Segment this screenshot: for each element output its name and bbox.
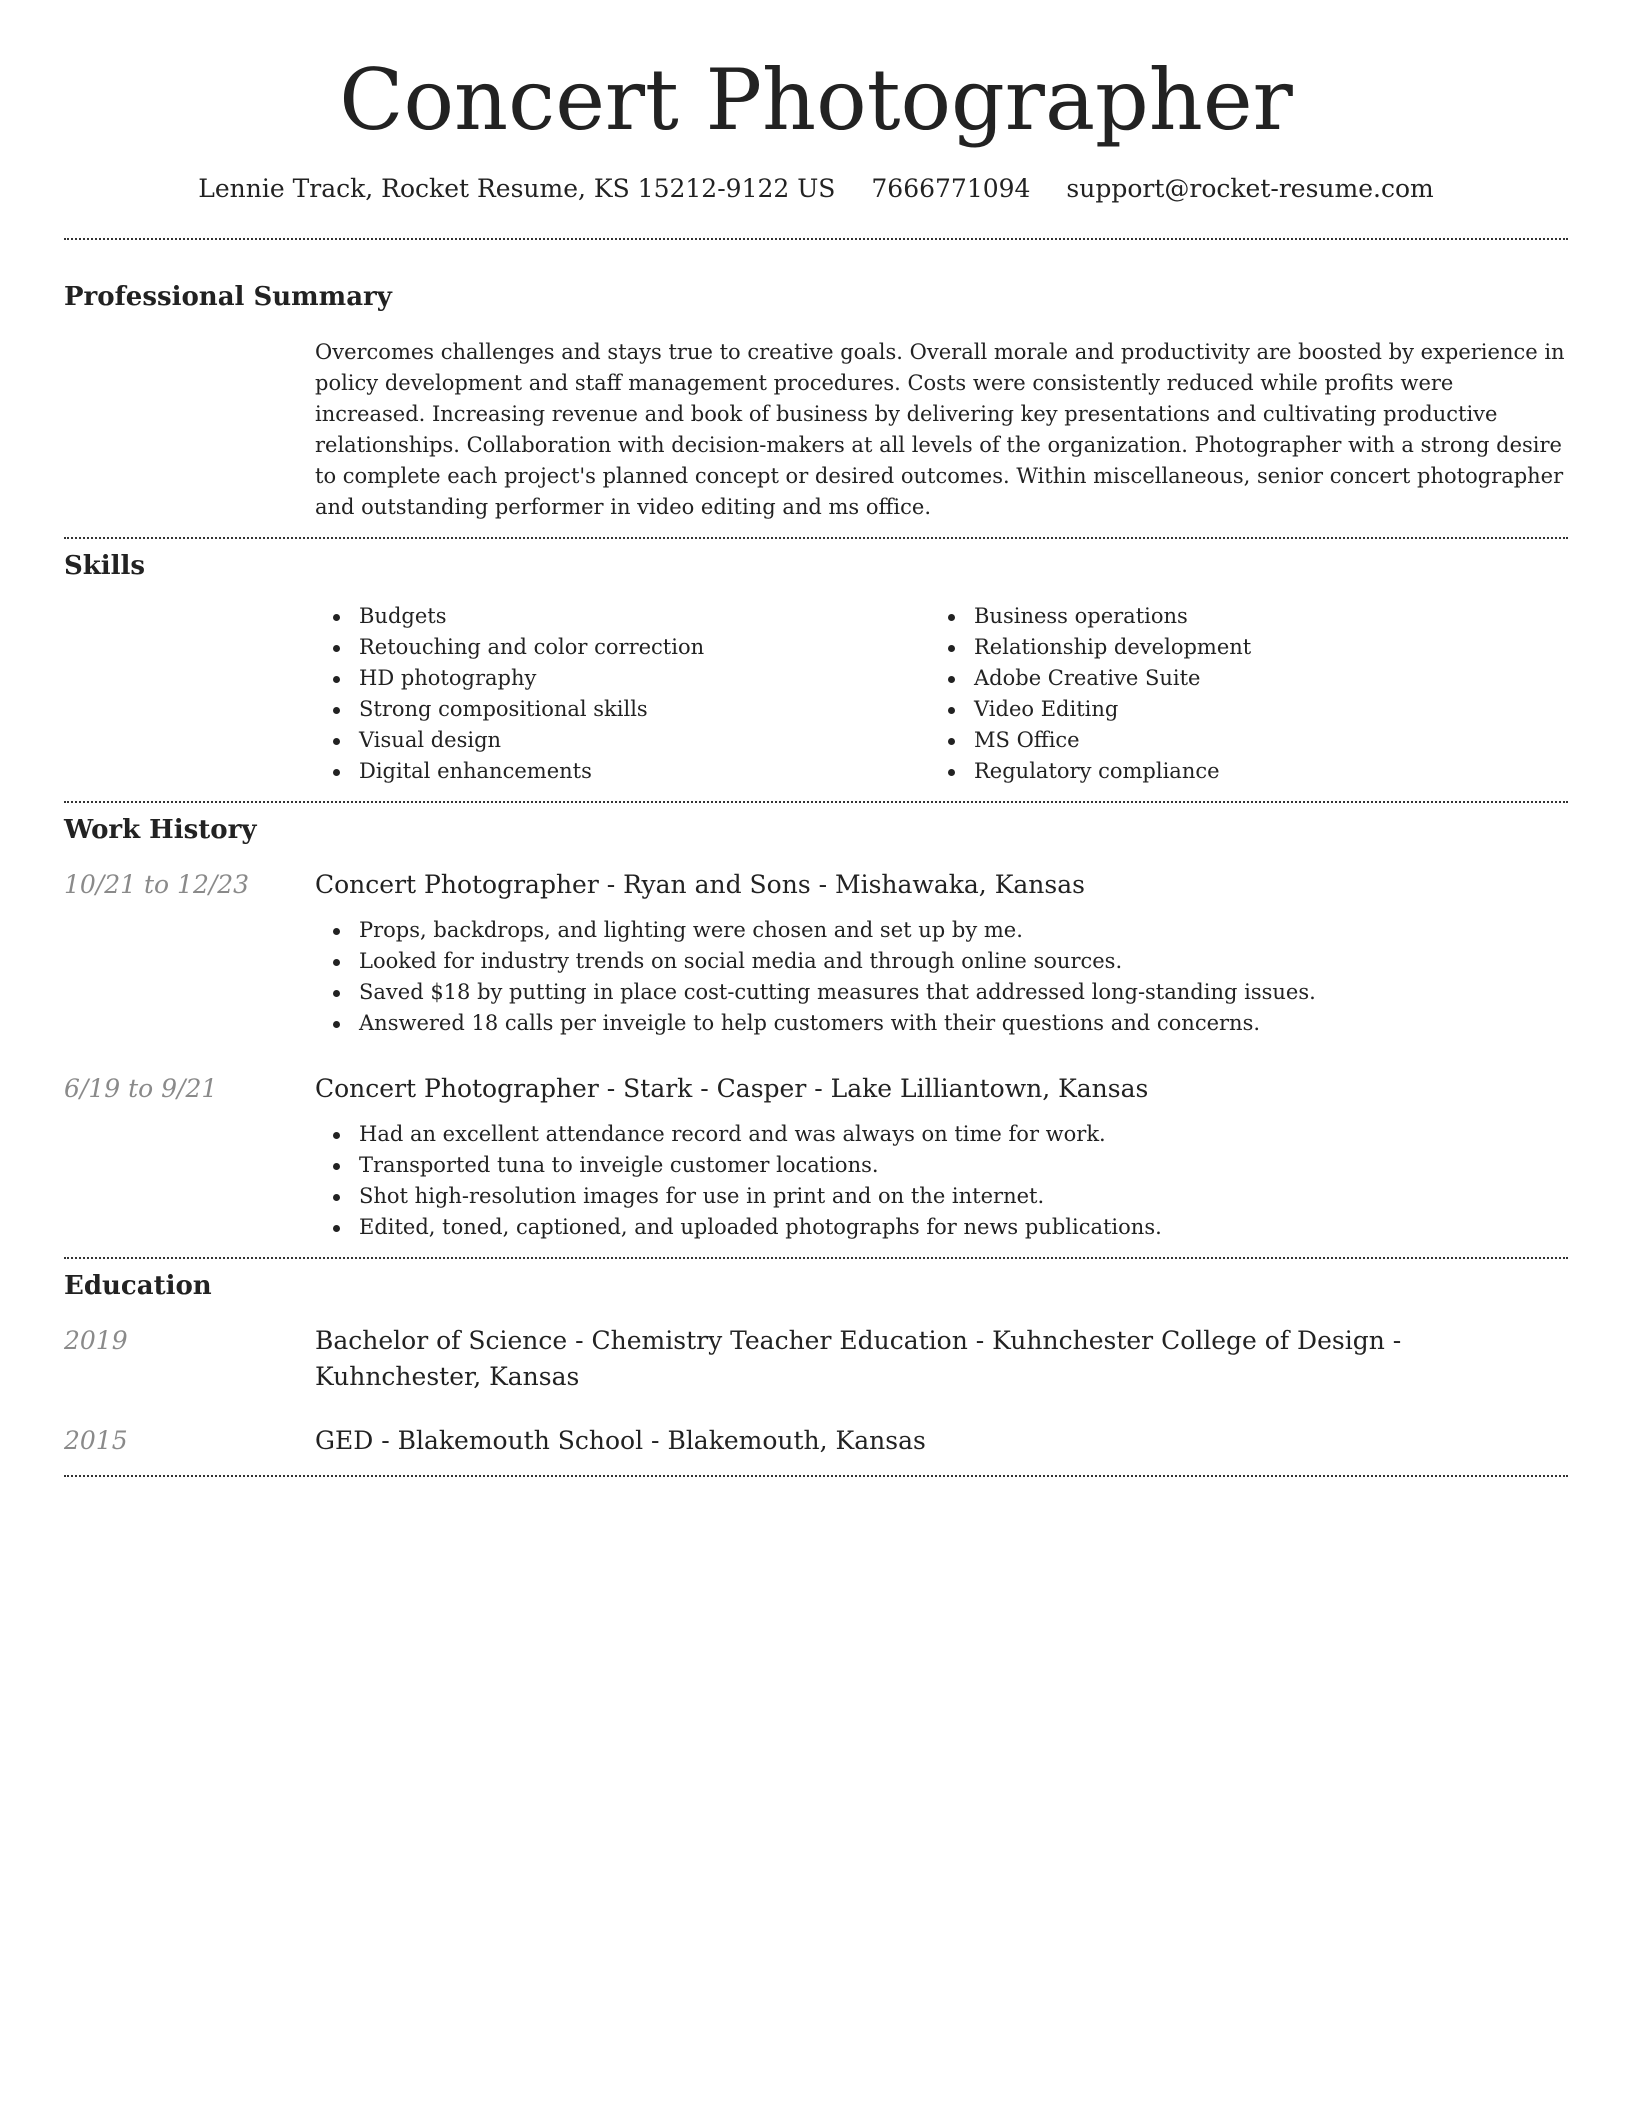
skills-column-left	[315, 601, 930, 787]
contact-line	[64, 172, 1568, 206]
job-bullet: Saved $18 by putting in place cost-cutting measures that addressed long-standing issues.	[315, 977, 1568, 1008]
skill-item: Regulatory compliance	[930, 756, 1545, 787]
skill-item: MS Office	[930, 725, 1545, 756]
education-entry	[64, 1323, 1568, 1395]
contact-phone: 7666771094	[871, 174, 1031, 203]
contact-address: Lennie Track, Rocket Resume, KS 15212-9122 US	[198, 174, 836, 203]
job-bullets	[315, 915, 1568, 1039]
education-heading: GED - Blakemouth School - Blakemouth, Kansas	[315, 1426, 926, 1455]
job-body	[315, 867, 1568, 1039]
resume-page	[64, 0, 1568, 1477]
job-bullet: Transported tuna to inveigle customer locations.	[315, 1150, 1568, 1181]
skill-item: Business operations	[930, 601, 1545, 632]
skill-item: Retouching and color correction	[315, 632, 930, 663]
job-entry	[64, 867, 1568, 1039]
job-heading: Concert Photographer - Ryan and Sons - Mishawaka, Kansas	[315, 870, 1085, 899]
divider	[64, 537, 1568, 539]
education-heading: Bachelor of Science - Chemistry Teacher Education - Kuhnchester College of Design - Kuhnchester, Kansas	[315, 1326, 1402, 1391]
job-body	[315, 1071, 1568, 1243]
skill-item: Relationship development	[930, 632, 1545, 663]
job-dates: 10/21 to 12/23	[64, 870, 250, 899]
job-bullet: Answered 18 calls per inveigle to help customers with their questions and concerns.	[315, 1008, 1568, 1039]
skills-list	[315, 601, 1568, 787]
skill-item: Budgets	[315, 601, 930, 632]
education-title: Education	[64, 1271, 212, 1301]
skills-title: Skills	[64, 551, 146, 581]
skill-item: Adobe Creative Suite	[930, 663, 1545, 694]
resume-name: Concert Photographer	[339, 51, 1293, 149]
divider	[64, 238, 1568, 240]
skill-item: Visual design	[315, 725, 930, 756]
education-year: 2019	[64, 1326, 128, 1355]
education-body	[315, 1423, 1568, 1459]
job-bullet: Had an excellent attendance record and was always on time for work.	[315, 1119, 1568, 1150]
divider	[64, 1475, 1568, 1477]
education-year: 2015	[64, 1426, 128, 1455]
job-dates: 6/19 to 9/21	[64, 1074, 218, 1103]
job-entry	[64, 1071, 1568, 1243]
skill-item: Video Editing	[930, 694, 1545, 725]
skills-column-right	[930, 601, 1545, 787]
divider	[64, 801, 1568, 803]
job-bullet: Shot high-resolution images for use in print and on the internet.	[315, 1181, 1568, 1212]
job-bullet: Props, backdrops, and lighting were chosen and set up by me.	[315, 915, 1568, 946]
divider	[64, 1257, 1568, 1259]
education-entry	[64, 1423, 1568, 1459]
summary-text: Overcomes challenges and stays true to creative goals. Overall morale and productivity are boosted by experience in policy development and staff management procedures. Costs were consistently reduced while profits were increased. Increasing revenue and book of business by delivering key presentations and cultivating productive relationships. Collaboration with decision-makers at all levels of the organization. Photographer with a strong desire to complete each project's planned concept or desired outcomes. Within miscellaneous, senior concert photographer and outstanding performer in video editing and ms office.	[315, 340, 1565, 519]
job-bullets	[315, 1119, 1568, 1243]
job-bullet: Edited, toned, captioned, and uploaded photographs for news publications.	[315, 1212, 1568, 1243]
contact-email: support@rocket-resume.com	[1066, 174, 1434, 203]
education-body	[315, 1323, 1568, 1395]
skill-item: Strong compositional skills	[315, 694, 930, 725]
skill-item: Digital enhancements	[315, 756, 930, 787]
skill-item: HD photography	[315, 663, 930, 694]
work-history-title: Work History	[64, 815, 257, 845]
job-bullet: Looked for industry trends on social media and through online sources.	[315, 946, 1568, 977]
summary-title: Professional Summary	[64, 282, 392, 312]
job-heading: Concert Photographer - Stark - Casper - Lake Lilliantown, Kansas	[315, 1074, 1149, 1103]
